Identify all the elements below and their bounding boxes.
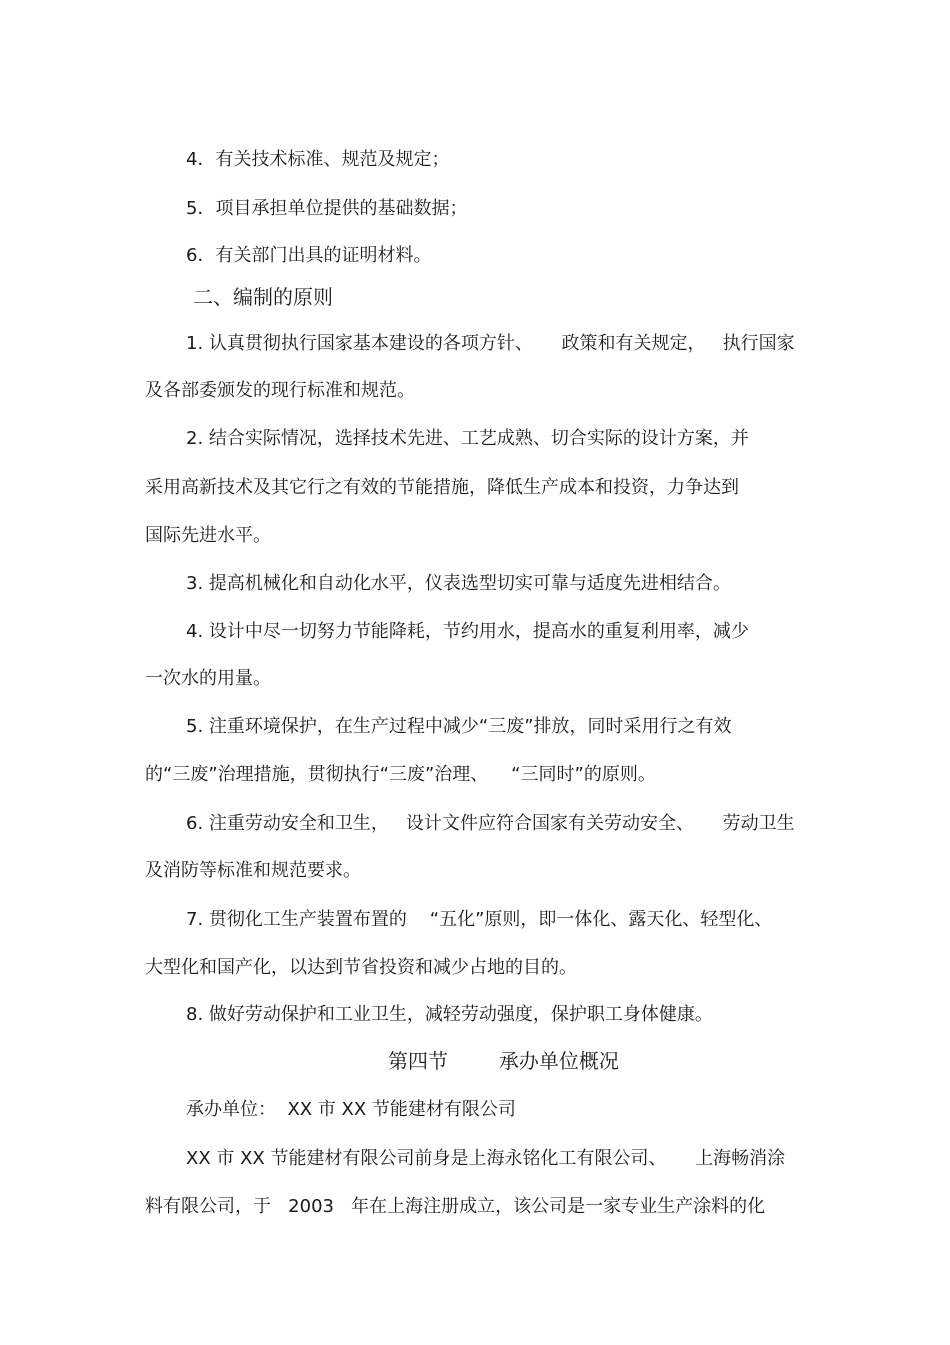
section-heading: 二、编制的原则 — [193, 285, 333, 309]
text-line-11: 4. 设计中尽一切努力节能降耗，节约用水，提高水的重复利用率，减少 — [186, 621, 749, 642]
text-line-16: 及消防等标准和规范要求。 — [145, 860, 361, 881]
text-line-17: 7. 贯彻化工生产装置布置的 “五化”原则，即一体化、露天化、轻型化、 — [186, 909, 773, 930]
text-line-19: 8. 做好劳动保护和工业卫生，减轻劳动强度，保护职工身体健康。 — [186, 1004, 713, 1025]
text-line-22: XX 市 XX 节能建材有限公司前身是上海永铭化工有限公司、 上海畅消涂 — [186, 1148, 786, 1169]
text-line-8: 采用高新技术及其它行之有效的节能措施，降低生产成本和投资，力争达到 — [145, 477, 739, 498]
text-line-12: 一次水的用量。 — [145, 668, 271, 689]
text-line-2: 5．项目承担单位提供的基础数据； — [186, 198, 468, 219]
text-line-23: 料有限公司，于 2003 年在上海注册成立，该公司是一家专业生产涂料的化 — [145, 1196, 766, 1217]
text-line-5: 1. 认真贯彻执行国家基本建设的各项方针、 政策和有关规定， 执行国家 — [186, 333, 795, 354]
text-line-21: 承办单位： XX 市 XX 节能建材有限公司 — [186, 1099, 516, 1120]
text-line-9: 国际先进水平。 — [145, 525, 271, 546]
section-title: 第四节 承办单位概况 — [388, 1049, 619, 1073]
text-line-1: 4．有关技术标准、规范及规定； — [186, 149, 450, 170]
text-line-7: 2. 结合实际情况，选择技术先进、工艺成熟、切合实际的设计方案，并 — [186, 428, 749, 449]
text-line-10: 3. 提高机械化和自动化水平，仪表选型切实可靠与适度先进相结合。 — [186, 573, 731, 594]
text-line-15: 6. 注重劳动安全和卫生， 设计文件应符合国家有关劳动安全、 劳动卫生 — [186, 813, 795, 834]
text-line-18: 大型化和国产化，以达到节省投资和减少占地的目的。 — [145, 957, 577, 978]
text-line-6: 及各部委颁发的现行标准和规范。 — [145, 380, 415, 401]
text-line-14: 的“三废”治理措施，贯彻执行“三废”治理、 “三同时”的原则。 — [145, 764, 656, 785]
text-line-3: 6．有关部门出具的证明材料。 — [186, 245, 432, 266]
text-line-13: 5. 注重环境保护，在生产过程中减少“三废”排放，同时采用行之有效 — [186, 716, 732, 737]
